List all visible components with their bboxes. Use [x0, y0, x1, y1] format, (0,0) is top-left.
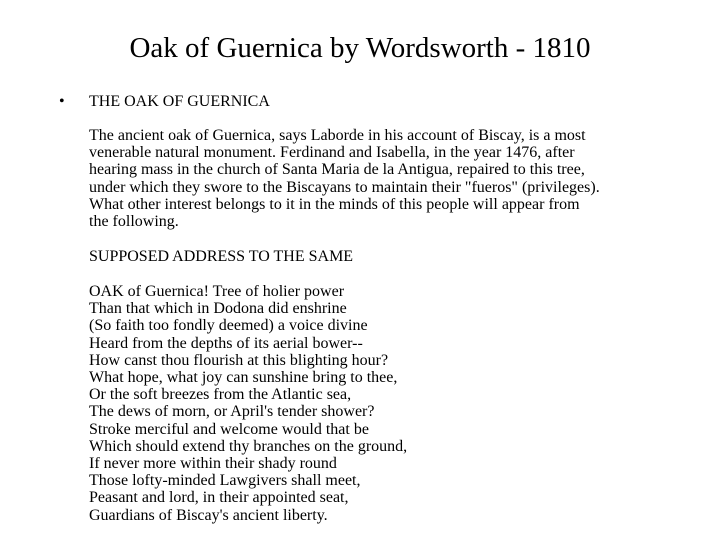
bullet-icon: • [59, 93, 65, 110]
paragraph-line: The ancient oak of Guernica, says Laborde in his account of Biscay, is a most [89, 127, 586, 144]
paragraph-line: venerable natural monument. Ferdinand and Isabella, in the year 1476, after [89, 144, 575, 162]
paragraph-line: under which they swore to the Biscayans to maintain their "fueros" (privileges). [89, 178, 600, 196]
poem-line: Peasant and lord, in their appointed seat, [89, 489, 349, 507]
paragraph-line: What other interest belongs to it in the minds of this people will appear from [89, 195, 580, 213]
poem-line: Guardians of Biscay's ancient liberty. [89, 506, 328, 524]
poem-subheading: SUPPOSED ADDRESS TO THE SAME [89, 248, 354, 265]
poem-line: (So faith too fondly deemed) a voice divine [89, 317, 368, 335]
poem-block [89, 283, 407, 524]
poem-line: Those lofty-minded Lawgivers shall meet, [89, 472, 361, 490]
poem-line: What hope, what joy can sunshine bring to thee, [89, 369, 398, 387]
bullet-heading: THE OAK OF GUERNICA [89, 93, 270, 110]
paragraph-line: hearing mass in the church of Santa Maria de la Antigua, repaired to this tree, [89, 161, 585, 179]
poem-line: OAK of Guernica! Tree of holier power [89, 283, 345, 300]
poem-line: Which should extend thy branches on the ground, [89, 437, 408, 455]
poem-line: Stroke merciful and welcome would that be [89, 420, 369, 438]
intro-paragraph [89, 127, 709, 230]
paragraph-line: the following. [89, 213, 179, 231]
poem-line: If never more within their shady round [89, 455, 337, 473]
slide-title: Oak of Guernica by Wordsworth - 1810 [129, 32, 591, 64]
poem-line: Than that which in Dodona did enshrine [89, 300, 347, 318]
poem-line: The dews of morn, or April's tender shower? [89, 403, 375, 421]
poem-line: Heard from the depths of its aerial bower-- [89, 334, 363, 352]
poem-line: How canst thou flourish at this blighting hour? [89, 351, 389, 369]
poem-line: Or the soft breezes from the Atlantic sea, [89, 386, 352, 404]
